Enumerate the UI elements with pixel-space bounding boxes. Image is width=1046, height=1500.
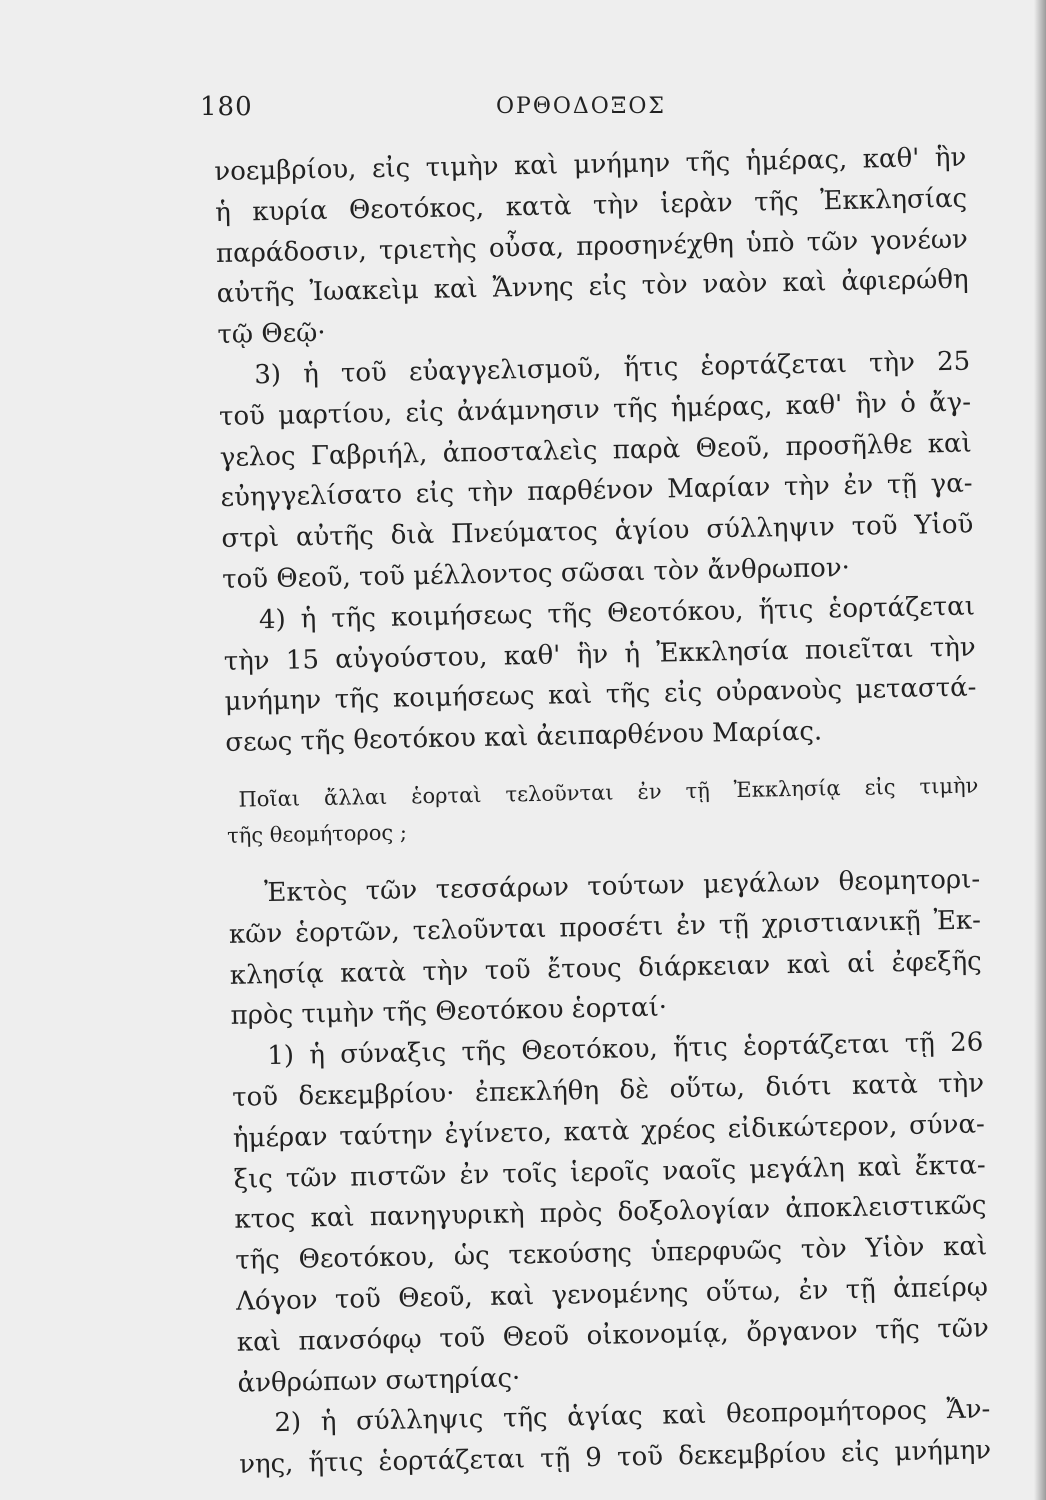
text-line: τῷ Θεῷ· [217, 318, 326, 351]
text-line: στρὶ αὐτῆς διὰ Πνεύματος ἁγίου σύλληψιν τοῦ Υἱοῦ [221, 509, 974, 555]
catechism-question [226, 767, 979, 853]
text-line: νης, ἥτις ἑορτάζεται τῇ 9 τοῦ δεκεμβρίου εἰς μνήμην [238, 1435, 992, 1480]
text-line: 4) ἡ τῆς κοιμήσεως τῆς Θεοτόκου, ἥτις ἑορτάζεται [258, 591, 976, 635]
answer-item-synaxis [231, 1023, 990, 1405]
page-number: 180 [200, 92, 253, 122]
text-line: 1) ἡ σύναξις τῆς Θεοτόκου, ἥτις ἑορτάζεται τῇ 26 [267, 1027, 984, 1072]
question-line: Ποῖαι ἄλλαι ἑορταὶ τελοῦνται ἐν τῇ Ἐκκλησίᾳ εἰς τιμὴν [238, 773, 979, 812]
text-line: τῆς Θεοτόκου, ὡς τεκούσης ὑπερφυῶς τὸν Υἱὸν καὶ [235, 1231, 988, 1276]
paragraph-entry-annunciation [218, 342, 975, 601]
text-line: ἡμέραν ταύτην ἐγίνετο, κατὰ χρέος εἰδικώτερον, σύνα- [232, 1109, 986, 1154]
text-line: καὶ πανσόφῳ τοῦ Θεοῦ οἰκονομίᾳ, ὄργανον τῆς τῶν [236, 1313, 990, 1358]
text-line: ἡ κυρία Θεοτόκος, κατὰ τὴν ἱερὰν τῆς Ἐκκλησίας [214, 183, 968, 228]
text-line: νοεμβρίου, εἰς τιμὴν καὶ μνήμην τῆς ἡμέρας, καθ' ἣν [214, 142, 967, 187]
question-line: τῆς θεομήτορος ; [226, 820, 408, 848]
text-line: τὴν 15 αὐγούστου, καθ' ἣν ἡ Ἐκκλησία ποιεῖται τὴν [223, 632, 976, 677]
text-line: τοῦ Θεοῦ, τοῦ μέλλοντος σῶσαι τὸν ἄνθρωπον· [221, 552, 851, 595]
text-line: 2) ἡ σύλληψις τῆς ἁγίας καὶ θεοπρομήτορος Ἄν- [274, 1394, 991, 1439]
text-line: αὐτῆς Ἰωακεὶμ καὶ Ἄννης εἰς τὸν ναὸν καὶ ἀφιερώθη [216, 264, 969, 310]
text-line: τοῦ μαρτίου, εἰς ἀνάμνησιν τῆς ἡμέρας, καθ' ἣν ὁ ἄγ- [218, 387, 972, 432]
text-line: κτος καὶ πανηγυρικὴ πρὸς δοξολογίαν ἀποκλειστικῶς [234, 1190, 987, 1236]
answer-intro [228, 859, 983, 1037]
body-text [214, 138, 991, 1486]
text-line: Λόγον τοῦ Θεοῦ, καὶ γενομένης οὕτω, ἐν τῇ ἀπείρῳ [235, 1272, 989, 1317]
text-line: σεως τῆς θεοτόκου καὶ ἀειπαρθένου Μαρίας. [225, 716, 823, 759]
text-line: τοῦ δεκεμβρίου· ἐπεκλήθη δὲ οὕτω, διότι κατὰ τὴν [231, 1068, 985, 1113]
text-line: παράδοσιν, τριετὴς οὖσα, προσηνέχθη ὑπὸ τῶν γονέων [215, 224, 969, 269]
text-line: γελος Γαβριήλ, ἀποσταλεὶς παρὰ Θεοῦ, προσῆλθε καὶ [219, 428, 973, 473]
text-line: ξις τῶν πιστῶν ἐν τοῖς ἱεροῖς ναοῖς μεγάλη καὶ ἔκτα- [233, 1149, 986, 1195]
text-line: πρὸς τιμὴν τῆς Θεοτόκου ἑορταί· [230, 992, 668, 1032]
text-line: 3) ἡ τοῦ εὐαγγελισμοῦ, ἥτις ἑορτάζεται τὴν 25 [254, 346, 971, 391]
text-line: ἀνθρώπων σωτηρίας· [237, 1362, 521, 1399]
text-line: μνήμην τῆς κοιμήσεως καὶ τῆς εἰς οὐρανοὺς μεταστά- [224, 672, 977, 718]
text-line: Ἐκτὸς τῶν τεσσάρων τούτων μεγάλων θεομητορι- [263, 864, 981, 909]
paragraph-entry-dormition [223, 586, 978, 764]
page-header [200, 92, 970, 132]
text-line: κῶν ἑορτῶν, τελοῦνται προσέτι ἐν τῇ χριστιανικῇ Ἐκ- [228, 905, 982, 950]
page-edge-shadow [1034, 0, 1046, 1500]
text-line: εὐηγγελίσατο εἰς τὴν παρθένον Μαρίαν τὴν ἐν τῇ γα- [220, 468, 973, 514]
answer-item-conception-anna [238, 1390, 991, 1486]
paragraph-entry-presentation [214, 138, 970, 356]
text-line: κλησίᾳ κατὰ τὴν τοῦ ἔτους διάρκειαν καὶ αἱ ἐφεξῆς [229, 945, 982, 991]
running-title: ΟΡΘΟΔΟΞΟΣ [496, 94, 666, 119]
